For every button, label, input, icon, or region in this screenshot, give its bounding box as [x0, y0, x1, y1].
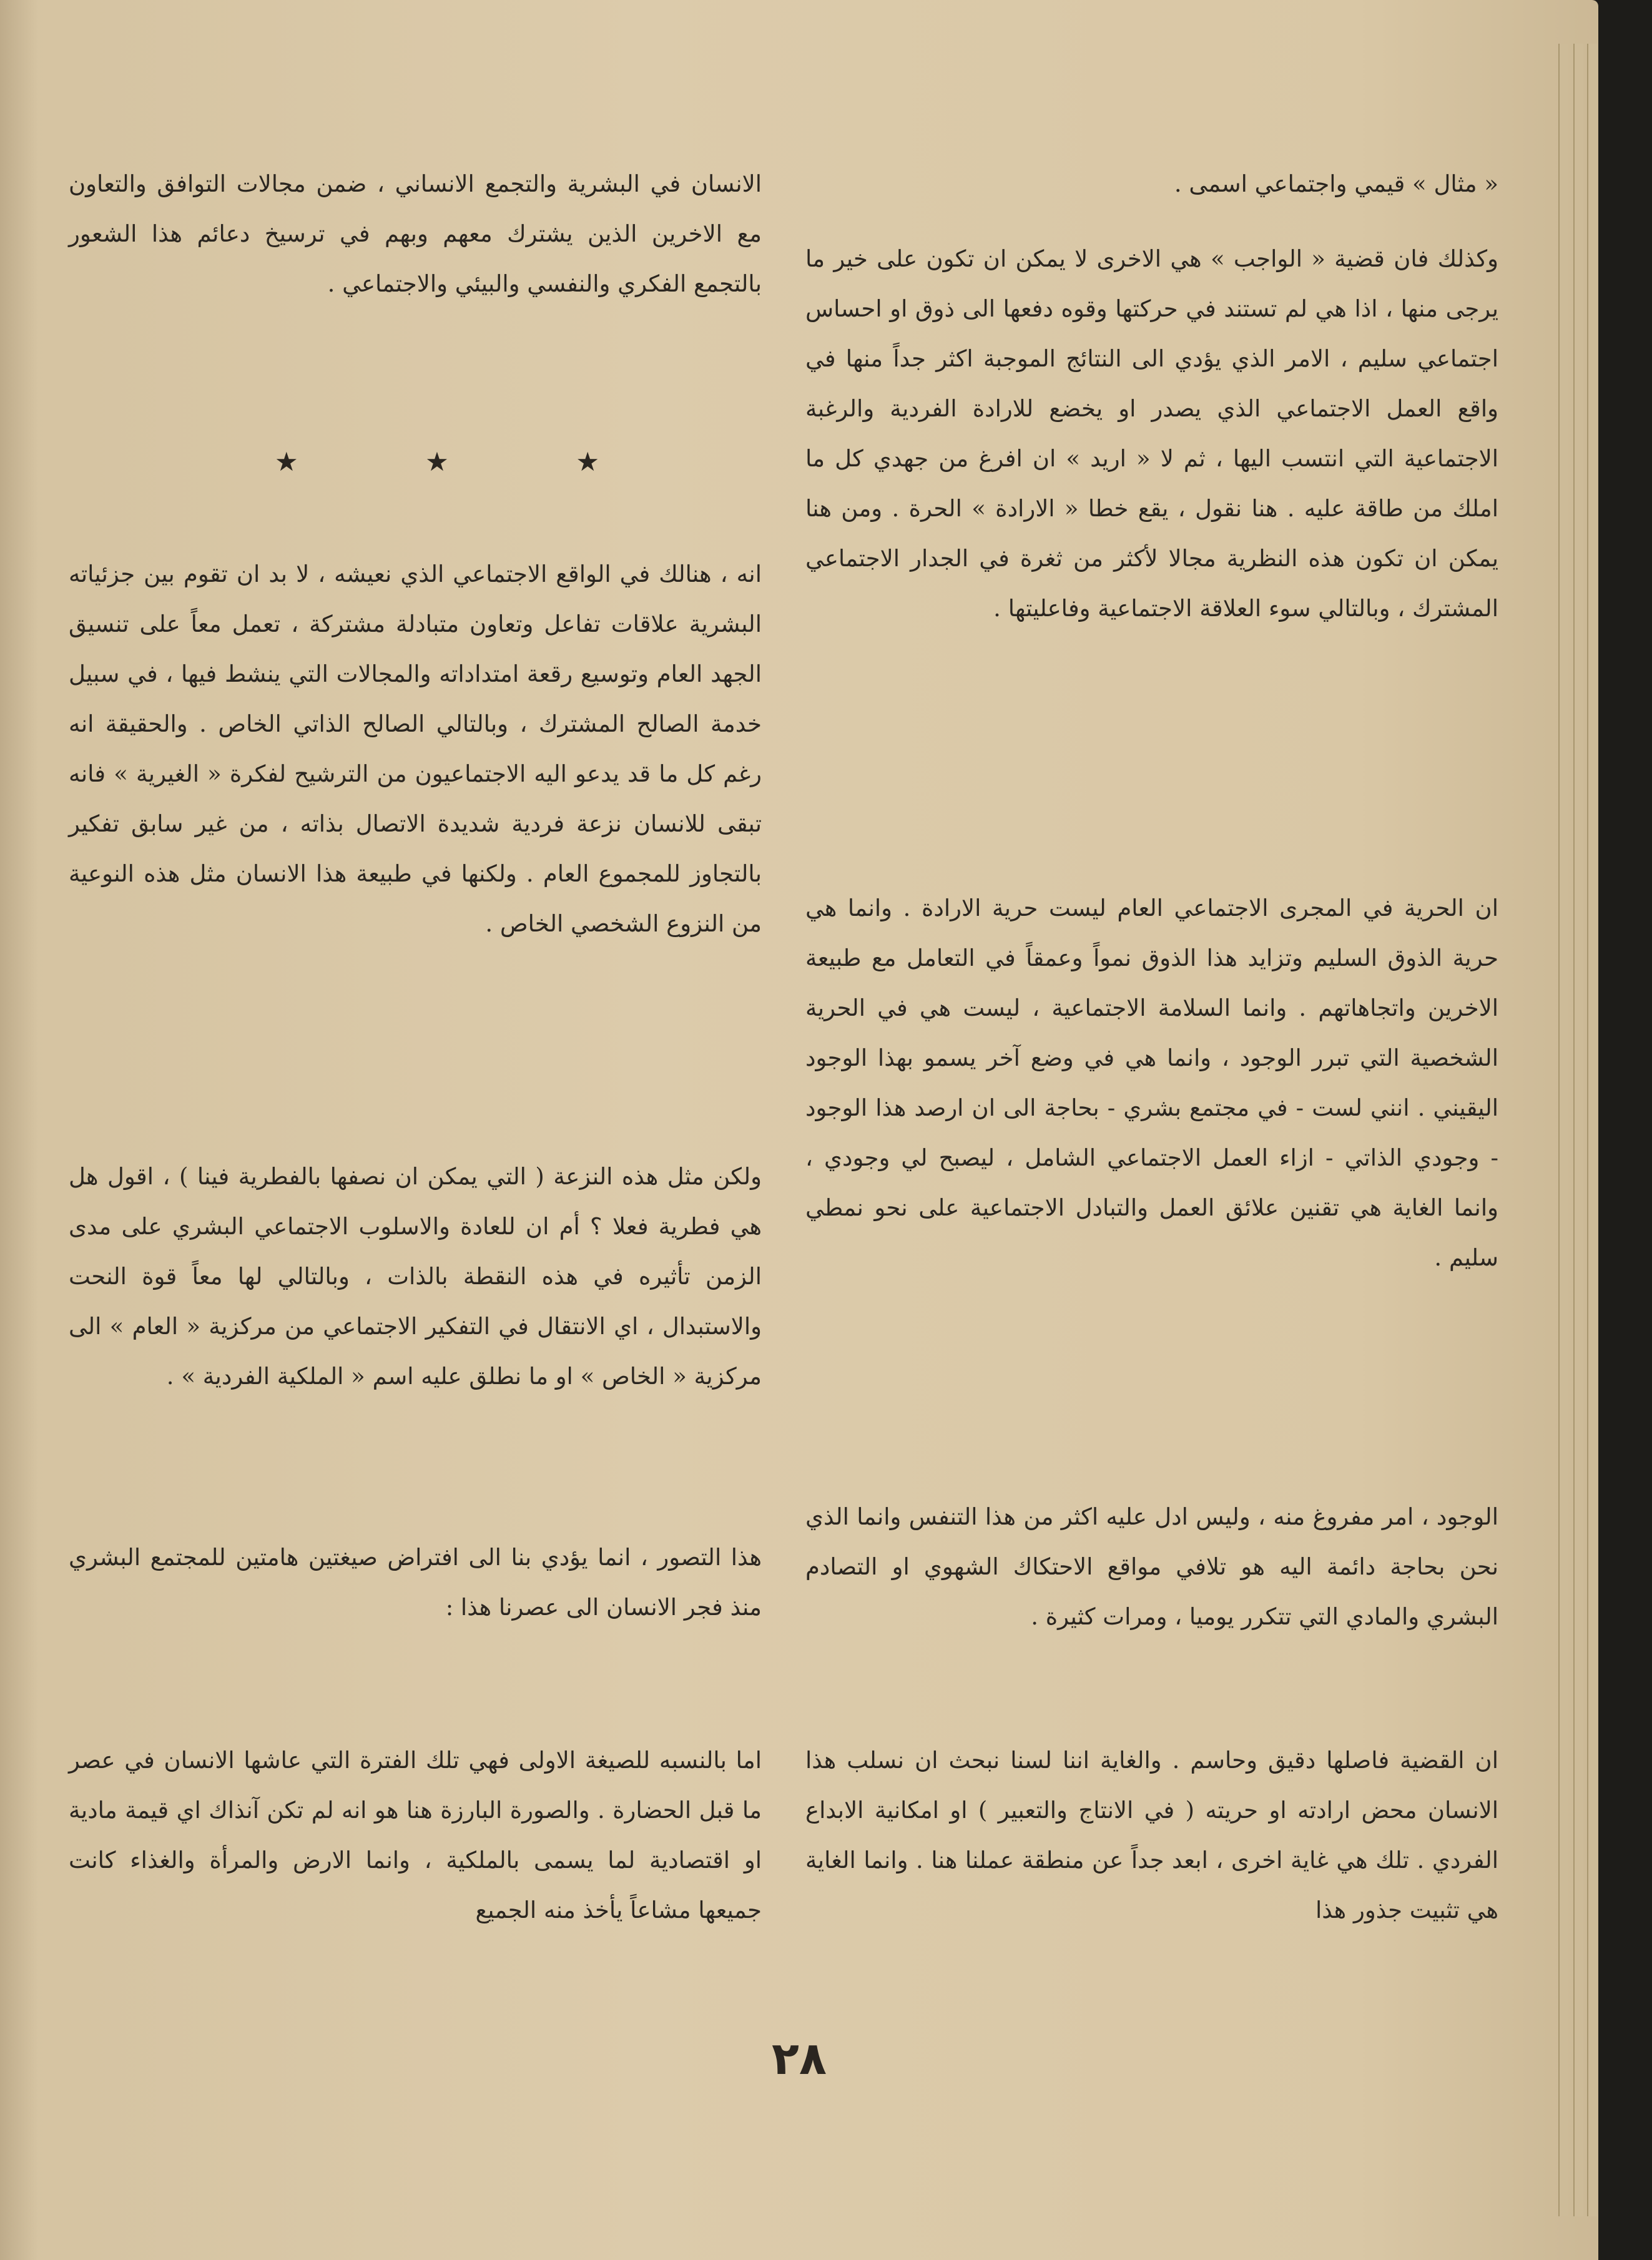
left-text-column	[69, 0, 762, 2260]
star-icon: ★	[275, 446, 298, 477]
page-edge	[1558, 44, 1568, 2216]
paragraph: « مثال » قيمي واجتماعي اسمى .	[1174, 170, 1498, 197]
paragraph: هذا التصور ، انما يؤدي بنا الى افتراض صيغتين هامتين للمجتمع البشري منذ فجر الانسان الى عصرنا هذا :	[69, 1544, 762, 1621]
paragraph: ان القضية فاصلها دقيق وحاسم . والغاية اننا لسنا نبحث ان نسلب هذا الانسان محض ارادته او حريته ( في الانتاج والتعبير ) او امكانية الابداع الفردي . تلك هي غاية اخرى ، ابعد جداً عن منطقة عملنا هنا . وانما الغاية هي تثبيت جذور هذا	[805, 1747, 1498, 1923]
paragraph: ولكن مثل هذه النزعة ( التي يمكن ان نصفها بالفطرية فينا ) ، اقول هل هي فطرية فعلا ؟ أم ان للعادة والاسلوب الاجتماعي البشري على مدى الزمن تأثيره في هذه النقطة بالذات ، وبالتالي لها معاً قوة النحت والاستبدال ، اي الانتقال في التفكير الاجتماعي من مركزية « العام » الى مركزية « الخاص » او ما نطلق عليه اسم « الملكية الفردية » .	[69, 1163, 762, 1390]
page-gutter-shadow	[0, 0, 37, 2260]
paragraph: انه ، هنالك في الواقع الاجتماعي الذي نعيشه ، لا بد ان تقوم بين جزئياته البشرية علاقات تفاعل وتعاون متبادلة مشتركة ، تعمل معاً على تنسيق الجهد العام وتوسيع رقعة امتداداته والمجالات التي ينشط فيها ، في سبيل خدمة الصالح المشترك ، وبالتالي الصالح الذاتي الخاص . والحقيقة انه رغم كل ما قد يدعو اليه الاجتماعيون من الترشيح لفكرة « الغيرية » فانه تبقى للانسان نزعة فردية شديدة الاتصال بذاته ، من غير سابق تفكير بالتجاوز للمجموع العام . ولكنها في طبيعة هذا الانسان مثل هذه النوعية من النزوع الشخصي الخاص .	[69, 561, 762, 937]
paragraph: وكذلك فان قضية « الواجب » هي الاخرى لا يمكن ان تكون على خير ما يرجى منها ، اذا هي لم تستند في حركتها وقوه دفعها الى ذوق او احساس اجتماعي سليم ، الامر الذي يؤدي الى النتائج الموجبة اكثر جداً منها في واقع العمل الاجتماعي الذي يصدر او يخضع للارادة الفردية والرغبة الاجتماعية التي انتسب اليها ، ثم لا « اريد » ان افرغ من جهدي كل ما املك من طاقة عليه . هنا نقول ، يقع خطا « الارادة » الحرة . ومن هنا يمكن ان تكون هذه النظرية مجالا لأكثر من ثغرة في الجدار الاجتماعي المشترك ، وبالتالي سوء العلاقة الاجتماعية وفاعليتها .	[805, 245, 1498, 622]
page-edge	[1573, 44, 1583, 2216]
paragraph: الانسان في البشرية والتجمع الانساني ، ضمن مجالات التوافق والتعاون مع الاخرين الذين يشترك معهم وبهم في ترسيخ دعائم هذا الشعور بالتجمع الفكري والنفسي والبيئي والاجتماعي .	[69, 170, 762, 297]
section-separator	[275, 437, 599, 487]
page-edge	[1587, 44, 1597, 2216]
paragraph: ان الحرية في المجرى الاجتماعي العام ليست حرية الارادة . وانما هي حرية الذوق السليم وتزايد هذا الذوق نمواً وعمقاً في التعامل مع طبيعة الاخرين واتجاهاتهم . وانما السلامة الاجتماعية ، ليست هي في الحرية الشخصية التي تبرر الوجود ، وانما هي في وضع آخر يسمو بهذا الوجود اليقيني . انني لست - في مجتمع بشري - بحاجة الى ان ارصد هذا الوجود - وجودي الذاتي - ازاء العمل الاجتماعي الشامل ، ليصبح لي وجودي ، وانما الغاية هي تقنين علائق العمل والتبادل الاجتماعية على نحو نمطي سليم .	[805, 895, 1498, 1271]
right-text-column	[805, 0, 1498, 2260]
star-icon: ★	[576, 446, 599, 477]
star-icon: ★	[425, 446, 449, 477]
paragraph: الوجود ، امر مفروغ منه ، وليس ادل عليه اكثر من هذا التنفس وانما الذي نحن بحاجة دائمة اليه هو تلافي مواقع الاحتكاك الشهوي او التصادم البشري والمادي التي تتكرر يوميا ، ومرات كثيرة .	[805, 1503, 1498, 1630]
page-number: ٢٨	[772, 2032, 827, 2085]
paragraph: اما بالنسبه للصيغة الاولى فهي تلك الفترة التي عاشها الانسان في عصر ما قبل الحضارة . والصورة البارزة هنا هو انه لم تكن آنذاك اي قيمة مادية او اقتصادية لما يسمى بالملكية ، وانما الارض والمرأة والغذاء كانت جميعها مشاعاً يأخذ منه الجميع	[69, 1747, 762, 1923]
